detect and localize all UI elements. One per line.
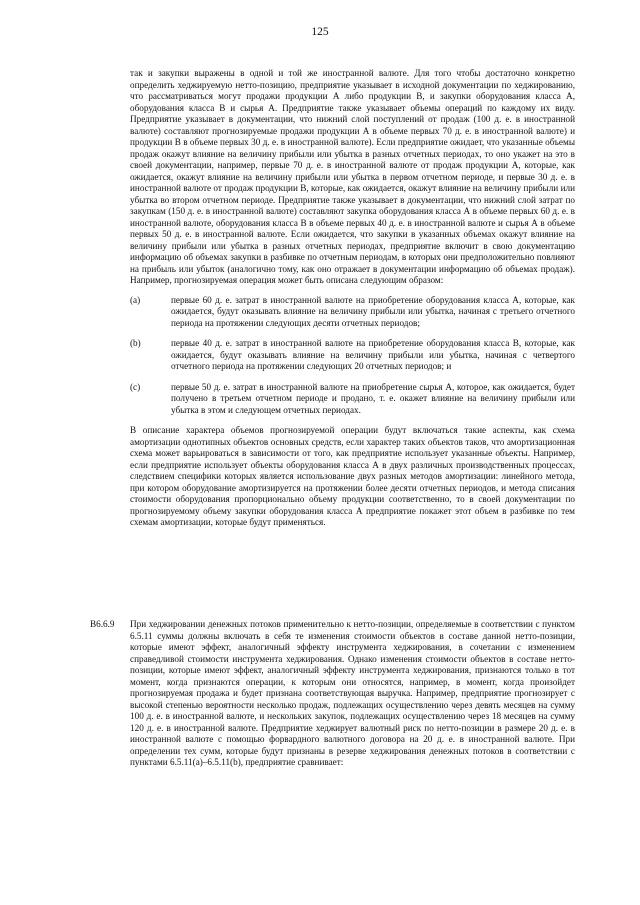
list-item-text: первые 50 д. е. затрат в иностранной валюте на приобретение сырья А, которое, как ожидается, будет получено в третьем отчетном периоде и продано, т. е. окажет влияние на величину прибыли или убытка в этом и следующем отчетных периодах.	[171, 381, 575, 415]
intro-paragraph: так и закупки выражены в одной и той же иностранной валюте. Для того чтобы достаточно конкретно определить хеджируемую нетто-позицию, предприятие указывает в исходной документации по хеджированию, что рассматриваться могут продажи продукции А либо продукции В, и закупки оборудования класса А, оборудования класса В и сырья А. Предприятие также указывает объемы операций по каждому их виду. Предприятие указывает в документации, что нижний слой поступлений от продаж (100 д. е. в иностранной валюте) составляют прогнозируемые продажи продукции А в объеме первых 70 д. е. в иностранной валюте) и продукции В в объеме первых 30 д. е. в иностранной валюте). Если предприятие ожидает, что указанные объемы продаж окажут влияние на величину прибыли или убытка в разных отчетных периодах, то оно укажет на это в своей документации, например, первые 70 д. е. в иностранной валюте от продаж продукции А, которые, как ожидается, окажут влияние на величину прибыли или убытка в первом отчетном периоде, и первые 30 д. е. в иностранной валюте от продаж продукции В, которые, как ожидается, окажут влияние на величину прибыли или убытка во втором отчетном периоде. Предприятие также указывает в документации, что нижний слой затрат по закупкам (150 д. е. в иностранной валюте) составляют закупка оборудования класса А в объеме первых 60 д. е. в иностранной валюте, оборудования класса В в объеме первых 40 д. е. в иностранной валюте и сырья А в объеме первых 50 д. е. в иностранной валюте. Если ожидается, что закупки в указанных объемах окажут влияние на величину прибыли или убытка в разных отчетных периодах, предприятие включит в свою документацию информацию об объемах закупки в разбивке по отчетным периодам, в которых они предположительно повлияют на прибыль или убыток (аналогично тому, как оно отражает в документации информацию об объемах продаж). Например, прогнозируемая операция может быть описана следующим образом:	[130, 68, 575, 285]
section-number: B6.6.9	[90, 619, 115, 629]
main-content	[130, 68, 575, 529]
page-number: 125	[311, 26, 329, 38]
section-b6-6-9	[90, 619, 575, 769]
list-item-label: (b)	[130, 338, 141, 348]
section-text: При хеджировании денежных потоков применительно к нетто-позиции, определяемые в соответствии с пунктом 6.5.11 суммы должны включать в себя те изменения стоимости объектов в составе данной нетто-позиции, которые имеют эффект, аналогичный эффекту инструмента хеджирования, в сочетании с изменением справедливой стоимости инструмента хеджирования. Однако изменения стоимости объектов в составе нетто-позиции, которые имеют эффект, аналогичный эффекту инструмента хеджирования, признаются только в тот момент, когда признаются операции, к которым они относятся, например, в момент, когда произойдет прогнозируемая продажа и будет признана соответствующая выручка. Например, предприятие прогнозирует с высокой степенью вероятности несколько продаж, подлежащих осуществлению через девять месяцев на сумму 100 д. е. в иностранной валюте, и нескольких закупок, подлежащих осуществлению через 18 месяцев на сумму 120 д. е. в иностранной валюте. Предприятие хеджирует валютный риск по нетто-позиции в размере 20 д. е. в иностранной валюте с помощью форвардного валютного договора на 20 д. е. в иностранной валюте. При определении тех сумм, которые будут признаны в резерве хеджирования денежных потоков в соответствии с пунктами 6.5.11(a)–6.5.11(b), предприятие сравнивает:	[130, 619, 575, 767]
list-item	[130, 295, 575, 330]
list-item-label: (c)	[130, 381, 141, 392]
list-item-label: (a)	[130, 294, 141, 305]
list-item-text: первые 40 д. е. затрат в иностранной валюте на приобретение оборудования класса В, которые, как ожидается, будут оказывать влияние на величину прибыли или убытка, начиная с четвертого отчетного периода на протяжении следующих 20 отчетных периодов; и	[171, 338, 575, 371]
list-item-text: первые 60 д. е. затрат в иностранной валюте на приобретение оборудования класса А, которые, как ожидается, будут оказывать влияние на величину прибыли или убытка, начиная с третьего отчетного периода на протяжении следующих десяти отчетных периодов;	[171, 294, 575, 328]
list-item	[130, 338, 575, 373]
list-item	[130, 382, 575, 417]
closing-paragraph: В описание характера объемов прогнозируемой операции будут включаться такие аспекты, как схема амортизации однотипных объектов основных средств, если характер таких объектов таков, что амортизационная схема может варьироваться в зависимости от того, как предприятие использует указанные объекты. Например, если предприятие использует объекты оборудования класса А в двух различных производственных процессах, следствием специфики которых является использование двух разных методов амортизации: линейного метода, при котором оборудование амортизируется на протяжении более десяти отчетных периодов, и метода списания стоимости оборудования пропорционально объему продукции соответственно, то в своей документации по прогнозируемому объему закупки оборудования класса А предприятие покажет этот объем в разбивке по тем схемам амортизации, которые будут применяться.	[130, 425, 575, 527]
